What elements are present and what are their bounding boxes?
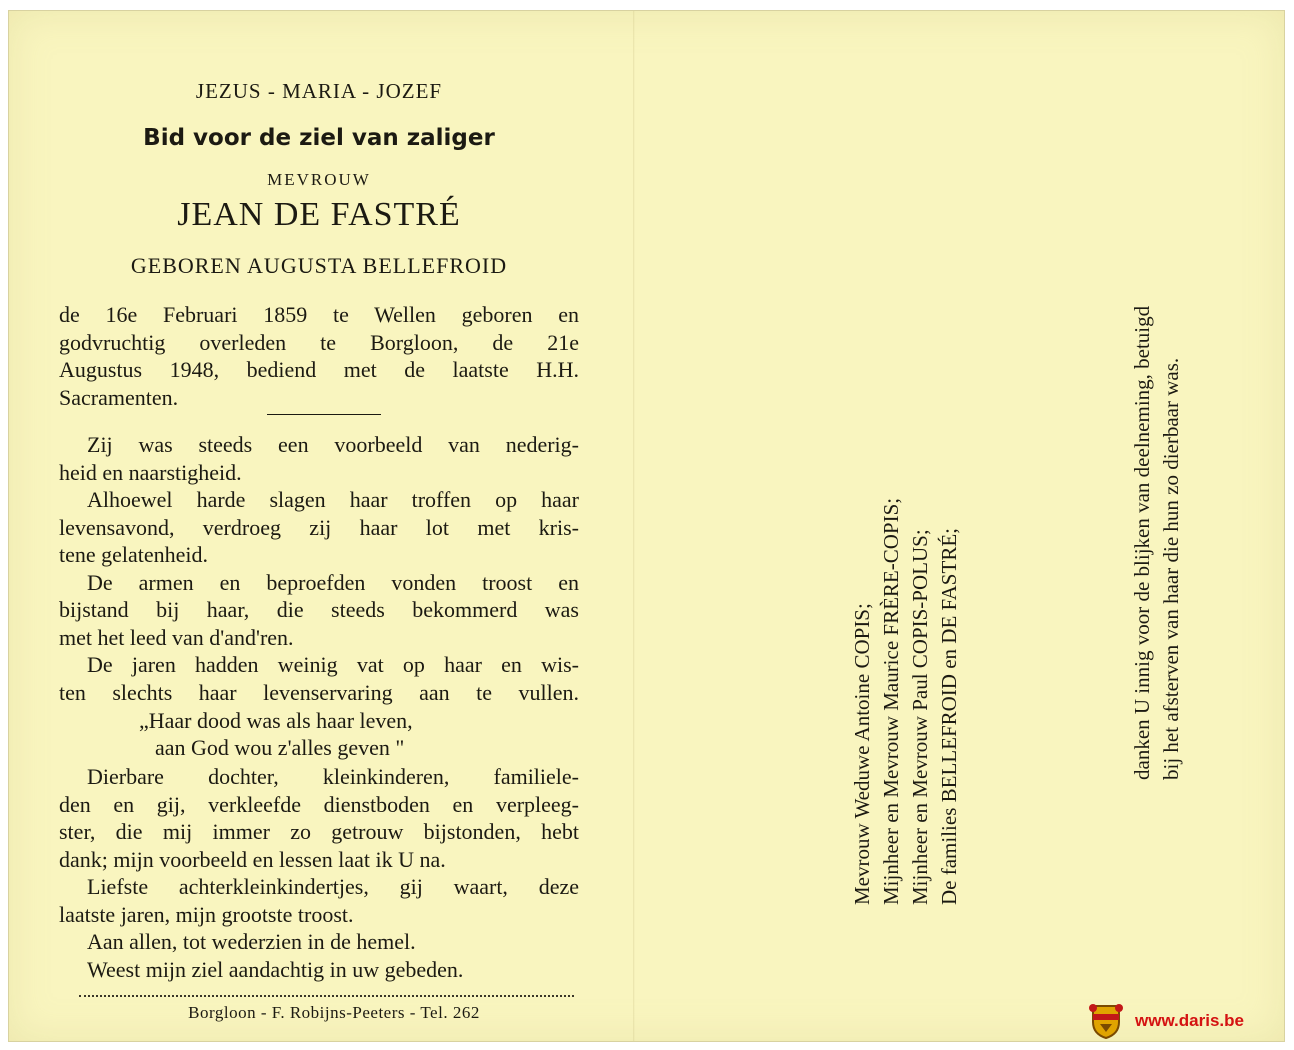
intro-line: godvruchtig overleden te Borgloon, de 21e <box>59 329 579 355</box>
printer-imprint: Borgloon - F. Robijns-Peeters - Tel. 262 <box>188 1003 480 1022</box>
body-line: levensavond, verdroeg zij haar lot met kris- <box>59 514 579 540</box>
header-invocation: JEZUS - MARIA - JOZEF <box>195 79 443 103</box>
intro-line: de 16e Februari 1859 te Wellen geboren en <box>59 302 579 327</box>
daris-logo <box>1087 1000 1125 1045</box>
thanks-line: danken U innig voor de blijken van deelneming, betuigd <box>1130 305 1154 780</box>
farewell-line: Dierbare dochter, kleinkinderen, familiele- <box>87 764 579 789</box>
header-prayer: Bid voor de ziel van zaliger <box>143 125 495 151</box>
body-line: Alhoewel harde slagen haar troffen op haar <box>87 487 579 512</box>
body-line: De jaren hadden weinig vat op haar en wis- <box>87 652 579 677</box>
family-line: Mijnheer en Mevrouw Paul COPIS-POLUS; <box>908 529 932 905</box>
memorial-card <box>8 10 1285 1042</box>
thanks-text <box>1128 306 1186 780</box>
quote-line: „Haar dood was als haar leven, <box>139 708 413 733</box>
body-text <box>59 431 579 706</box>
farewell-line: laatste jaren, mijn grootste troost. <box>59 901 354 927</box>
divider <box>267 414 381 415</box>
body-line: De armen en beproefden vonden troost en <box>87 569 579 595</box>
body-line: met het leed van d'and'ren. <box>59 624 294 650</box>
quote-line: aan God wou z'alles geven " <box>155 735 405 760</box>
body-line: heid en naarstigheid. <box>59 459 242 485</box>
body-line: tene gelatenheid. <box>59 542 209 567</box>
birth-name: GEBOREN AUGUSTA BELLEFROID <box>130 253 508 278</box>
coat-of-arms-icon <box>1087 1000 1125 1040</box>
farewell-line: ster, die mij immer zo getrouw bijstonden, hebt <box>59 819 579 844</box>
intro-text <box>59 301 579 411</box>
watermark-link[interactable]: www.daris.be <box>1135 1011 1244 1030</box>
deceased-name: JEAN DE FASTRÉ <box>177 196 461 233</box>
family-list <box>848 498 964 905</box>
family-line: Mevrouw Weduwe Antoine COPIS; <box>850 603 874 905</box>
intro-line: Sacramenten. <box>59 384 179 410</box>
farewell-line: den en gij, verkleefde dienstboden en verpleeg- <box>59 791 579 817</box>
body-line: bijstand bij haar, die steeds bekommerd was <box>59 597 579 622</box>
farewell-line: Aan allen, tot wederzien in de hemel. <box>87 929 416 954</box>
left-panel <box>9 11 629 1041</box>
thanks-line: bij het afsterven van haar die hun zo dierbaar was. <box>1159 357 1183 780</box>
family-line: Mijnheer en Mevrouw Maurice FRÈRE-COPIS; <box>879 497 903 905</box>
farewell-line: Liefste achterkleinkindertjes, gij waart, deze <box>87 874 579 899</box>
dotted-divider <box>79 995 574 997</box>
body-line: Zij was steeds een voorbeeld van nederig- <box>87 432 579 457</box>
farewell-line: Weest mijn ziel aandachtig in uw gebeden. <box>87 956 464 982</box>
body-line: ten slechts haar levenservaring aan te vullen. <box>59 679 579 705</box>
intro-line: Augustus 1948, bediend met de laatste H.H. <box>59 357 579 382</box>
card-fold <box>633 11 635 1041</box>
farewell-line: dank; mijn voorbeeld en lessen laat ik U na. <box>59 846 446 872</box>
family-line: De families BELLEFROID en DE FASTRÉ; <box>937 528 961 905</box>
header-title: MEVROUW <box>267 170 371 189</box>
farewell-text <box>59 763 579 983</box>
